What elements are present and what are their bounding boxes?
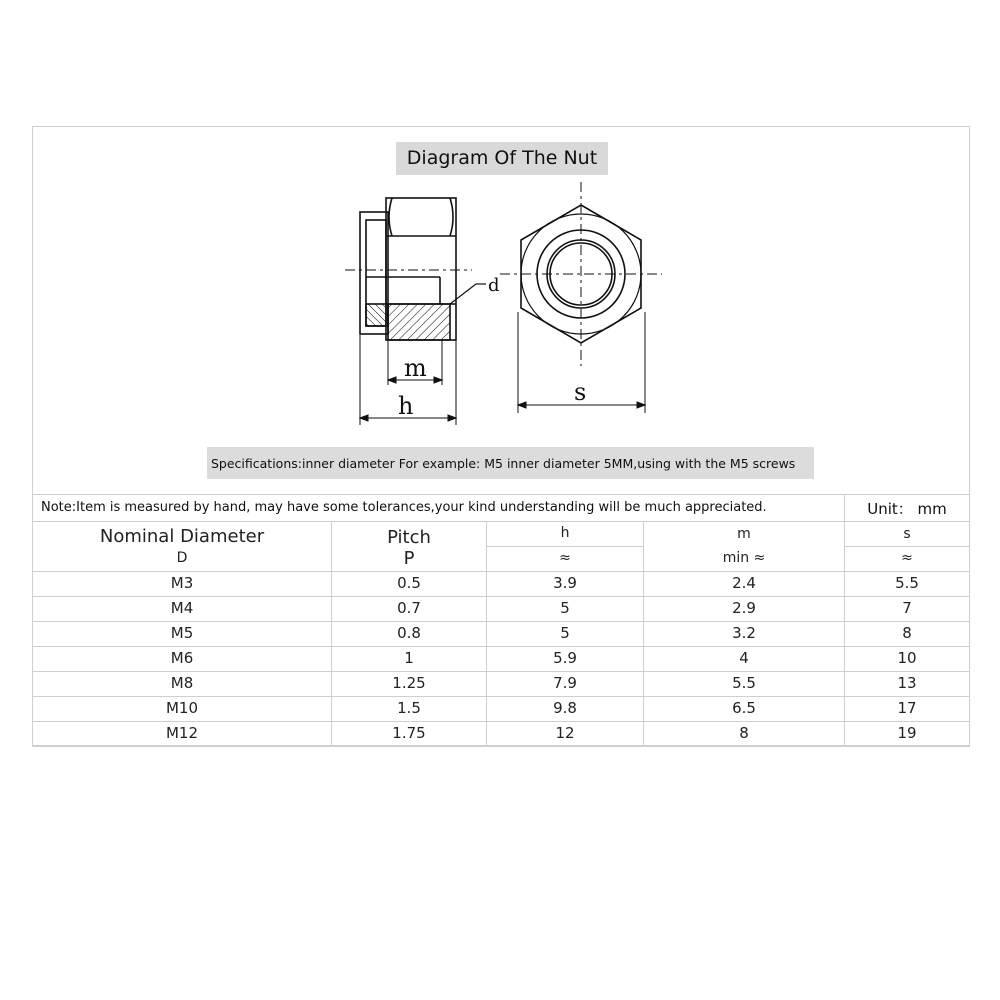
cell-diameter: M5 <box>170 624 194 642</box>
measurement-note: Note:Item is measured by hand, may have some tolerances,your kind understanding will be much appreciated. <box>41 500 767 515</box>
cell-s: 8 <box>902 624 912 642</box>
header-h: h <box>560 525 570 541</box>
cell-m: 6.5 <box>732 699 756 717</box>
cell-pitch: 1.5 <box>397 699 421 717</box>
cell-s: 19 <box>897 724 917 742</box>
label-d: d <box>488 275 500 296</box>
header-m: m <box>737 526 751 542</box>
label-m: m <box>404 354 427 382</box>
diagram-title: Diagram Of The Nut <box>396 142 608 175</box>
cell-s: 13 <box>897 674 917 692</box>
top-centerlines <box>500 182 662 366</box>
cell-diameter: M12 <box>165 724 199 742</box>
label-s: s <box>574 378 587 406</box>
cell-m: 4 <box>739 649 749 667</box>
table-line <box>969 494 970 747</box>
header-s-approx: ≈ <box>901 550 913 566</box>
cell-pitch: 1 <box>404 649 414 667</box>
cell-pitch: 0.7 <box>397 599 421 617</box>
cell-h: 12 <box>555 724 575 742</box>
cell-s: 17 <box>897 699 917 717</box>
table-line <box>32 746 970 747</box>
cell-diameter: M8 <box>170 674 194 692</box>
cell-diameter: M6 <box>170 649 194 667</box>
unit-label: Unit： mm <box>867 500 947 518</box>
cell-h: 9.8 <box>553 699 577 717</box>
cell-h: 5 <box>560 624 570 642</box>
cell-diameter: M4 <box>170 599 194 617</box>
cell-s: 5.5 <box>895 574 919 592</box>
side-view <box>360 198 486 340</box>
cell-h: 3.9 <box>553 574 577 592</box>
cell-s: 10 <box>897 649 917 667</box>
table-line <box>845 546 970 547</box>
header-h-approx: ≈ <box>559 550 571 566</box>
table-line <box>32 521 970 522</box>
cell-pitch: 0.8 <box>397 624 421 642</box>
header-pitch-symbol: P <box>403 548 415 569</box>
cell-pitch: 1.25 <box>392 674 426 692</box>
specification-text: Specifications:inner diameter For example: M5 inner diameter 5MM,using with the M5 screws <box>207 447 814 479</box>
header-nominal-diameter-symbol: D <box>176 550 188 566</box>
cell-m: 2.4 <box>732 574 756 592</box>
header-m-min: min ≈ <box>722 550 766 566</box>
cell-pitch: 0.5 <box>397 574 421 592</box>
cell-h: 5.9 <box>553 649 577 667</box>
header-s: s <box>903 526 911 542</box>
table-line <box>487 546 644 547</box>
header-pitch: Pitch <box>387 527 431 548</box>
label-h: h <box>398 392 414 420</box>
nut-diagram <box>330 180 670 430</box>
cell-m: 3.2 <box>732 624 756 642</box>
cell-m: 8 <box>739 724 749 742</box>
cell-pitch: 1.75 <box>392 724 426 742</box>
cell-m: 2.9 <box>732 599 756 617</box>
cell-diameter: M3 <box>170 574 194 592</box>
cell-s: 7 <box>902 599 912 617</box>
cell-m: 5.5 <box>732 674 756 692</box>
header-nominal-diameter: Nominal Diameter <box>99 526 265 547</box>
cell-h: 7.9 <box>553 674 577 692</box>
cell-h: 5 <box>560 599 570 617</box>
cell-diameter: M10 <box>165 699 199 717</box>
